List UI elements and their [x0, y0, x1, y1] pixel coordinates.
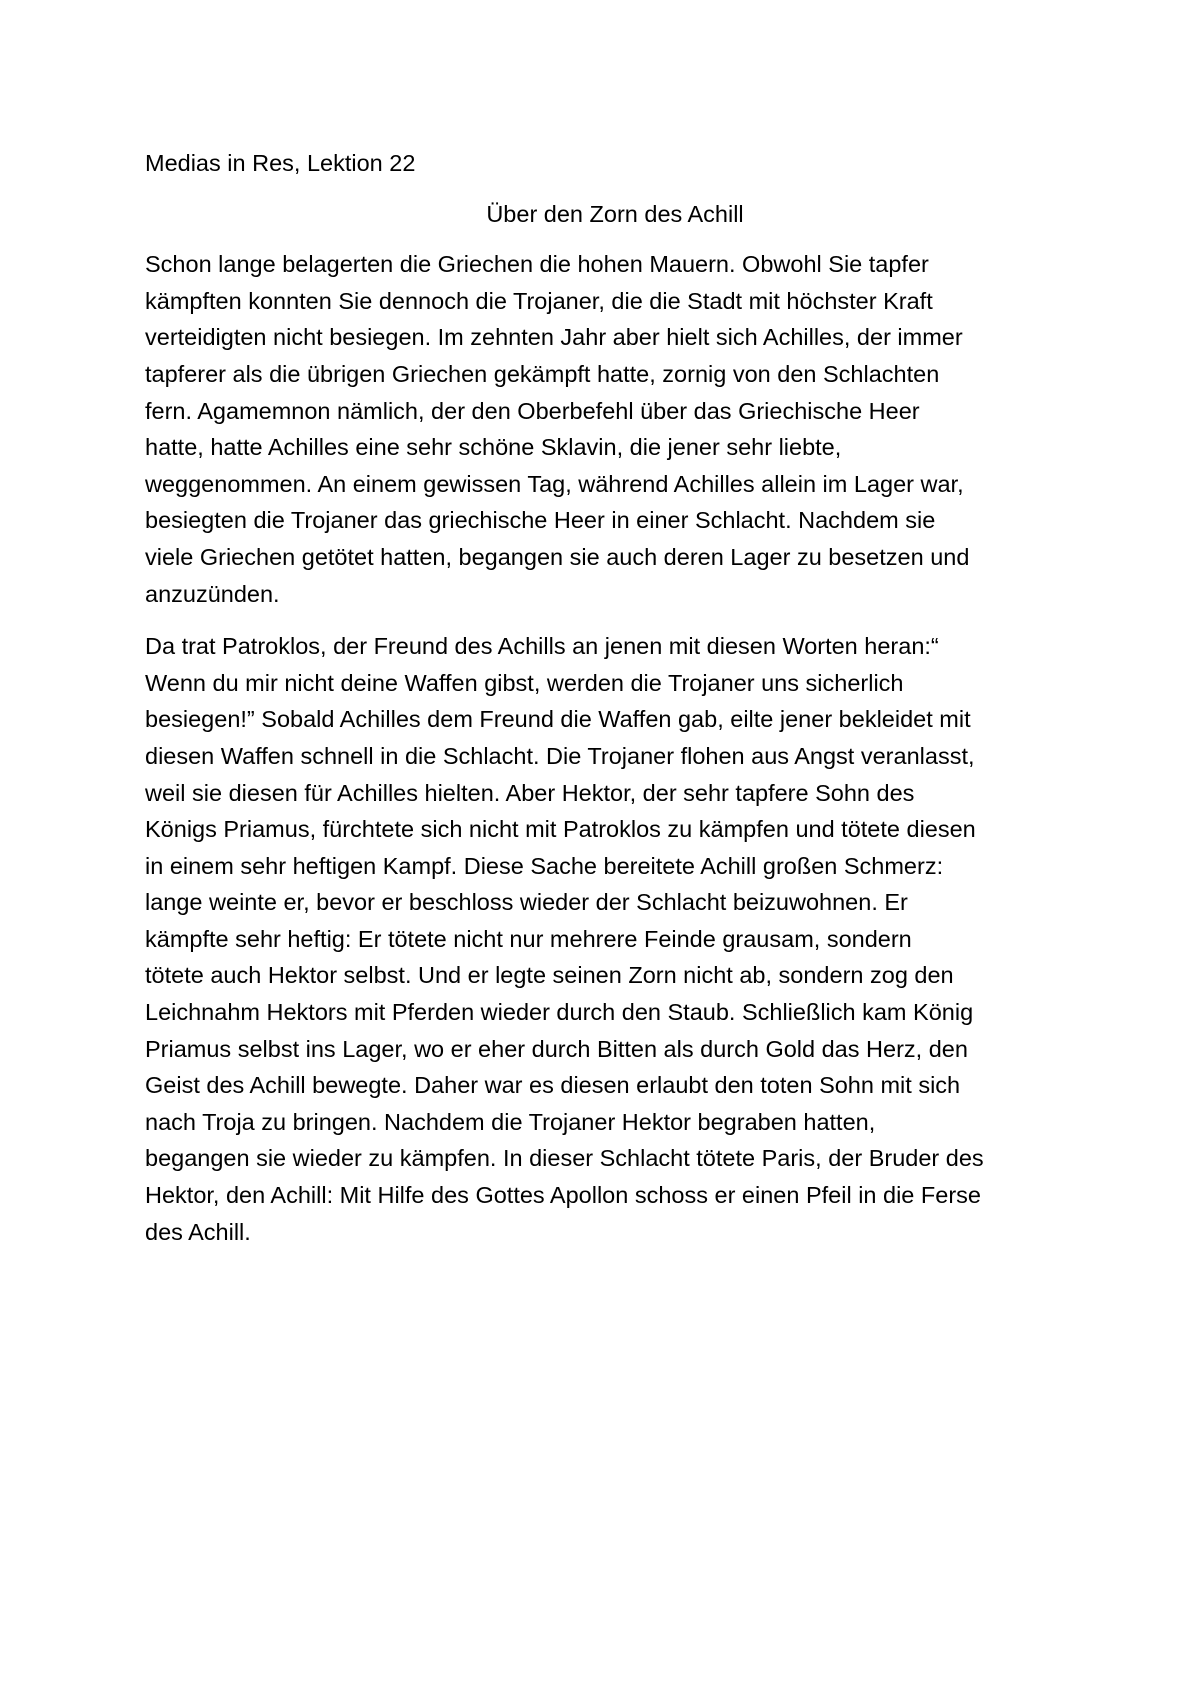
text-line: in einem sehr heftigen Kampf. Diese Sache bereitete Achill großen Schmerz:: [145, 852, 944, 879]
text-line: besiegen!” Sobald Achilles dem Freund die Waffen gab, eilte jener bekleidet mit: [145, 706, 971, 733]
text-line: hatte, hatte Achilles eine sehr schöne Sklavin, die jener sehr liebte,: [145, 434, 842, 461]
text-line: begangen sie wieder zu kämpfen. In dieser Schlacht tötete Paris, der Bruder des: [145, 1145, 984, 1172]
text-line: besiegten die Trojaner das griechische Heer in einer Schlacht. Nachdem sie: [145, 507, 936, 534]
text-line: weil sie diesen für Achilles hielten. Aber Hektor, der sehr tapfere Sohn des: [145, 779, 915, 806]
text-line: fern. Agamemnon nämlich, der den Oberbefehl über das Griechische Heer: [145, 397, 920, 424]
text-line: Geist des Achill bewegte. Daher war es diesen erlaubt den toten Sohn mit sich: [145, 1072, 961, 1099]
text-line: Wenn du mir nicht deine Waffen gibst, werden die Trojaner uns sicherlich: [145, 669, 904, 696]
text-line: verteidigten nicht besiegen. Im zehnten Jahr aber hielt sich Achilles, der immer: [145, 324, 963, 351]
paragraph-container: [145, 246, 1075, 1250]
paragraph: [145, 246, 1075, 612]
text-line: viele Griechen getötet hatten, begangen sie auch deren Lager zu besetzen und: [145, 543, 970, 570]
document-title: Über den Zorn des Achill: [486, 200, 744, 227]
text-line: Leichnahm Hektors mit Pferden wieder durch den Staub. Schließlich kam König: [145, 999, 974, 1026]
document-heading: Medias in Res, Lektion 22: [145, 150, 416, 176]
text-line: nach Troja zu bringen. Nachdem die Trojaner Hektor begraben hatten,: [145, 1108, 876, 1135]
text-line: Hektor, den Achill: Mit Hilfe des Gottes Apollon schoss er einen Pfeil in die Ferse: [145, 1182, 981, 1209]
text-line: tapferer als die übrigen Griechen gekämpft hatte, zornig von den Schlachten: [145, 360, 940, 387]
text-line: diesen Waffen schnell in die Schlacht. Die Trojaner flohen aus Angst veranlasst,: [145, 742, 975, 769]
text-line: Priamus selbst ins Lager, wo er eher durch Bitten als durch Gold das Herz, den: [145, 1035, 968, 1062]
text-line: Königs Priamus, fürchtete sich nicht mit Patroklos zu kämpfen und tötete diesen: [145, 816, 976, 843]
text-line: kämpfte sehr heftig: Er tötete nicht nur mehrere Feinde grausam, sondern: [145, 925, 912, 952]
text-line: des Achill.: [145, 1218, 251, 1245]
text-line: weggenommen. An einem gewissen Tag, während Achilles allein im Lager war,: [145, 470, 964, 497]
text-line: lange weinte er, bevor er beschloss wieder der Schlacht beizuwohnen. Er: [145, 889, 908, 916]
text-line: anzuzünden.: [145, 580, 280, 607]
document-body: [145, 145, 1075, 1250]
text-line: tötete auch Hektor selbst. Und er legte seinen Zorn nicht ab, sondern zog den: [145, 962, 954, 989]
paragraph: [145, 628, 1075, 1250]
text-line: kämpften konnten Sie dennoch die Trojaner, die die Stadt mit höchster Kraft: [145, 287, 933, 314]
text-line: Da trat Patroklos, der Freund des Achills an jenen mit diesen Worten heran:“: [145, 633, 939, 660]
text-line: Schon lange belagerten die Griechen die hohen Mauern. Obwohl Sie tapfer: [145, 251, 929, 278]
